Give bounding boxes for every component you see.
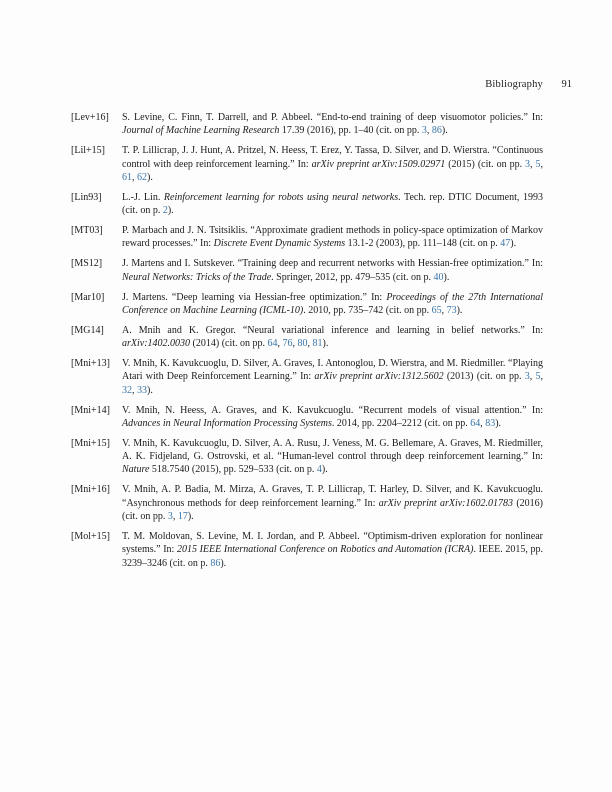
- citation-page-link[interactable]: 65: [431, 304, 442, 316]
- text-run: ).: [147, 384, 153, 396]
- text-run: ,: [132, 384, 137, 396]
- bib-entry: [71, 224, 543, 251]
- bib-entry: [71, 357, 543, 397]
- citation-page-link[interactable]: 76: [282, 338, 293, 350]
- bib-entry: [71, 111, 543, 138]
- work-title: Reinforcement learning for robots using neural networks: [163, 191, 399, 203]
- text-run: ).: [322, 338, 329, 350]
- citation-page-link[interactable]: 4: [316, 464, 322, 476]
- bib-entry: [71, 404, 543, 431]
- bib-entry-label: [Mni+15]: [71, 437, 110, 449]
- text-run: ).: [456, 304, 463, 316]
- text-run: ,: [540, 371, 544, 383]
- text-run: ,: [292, 338, 298, 350]
- work-title: arXiv preprint arXiv:1602.01783: [378, 497, 514, 509]
- text-run: ,: [480, 417, 486, 429]
- citation-page-link[interactable]: 83: [485, 417, 496, 429]
- text-run: ).: [220, 557, 227, 569]
- text-run: 17.39 (2016), pp. 1–40 (cit. on pp.: [279, 125, 422, 137]
- work-title: Advances in Neural Information Processing Systems: [122, 417, 332, 429]
- text-run: V. Mnih, A. P. Badia, M. Mirza, A. Graves, T. P. Lillicrap, T. Harley, D. Silver, and K. Kavukcuoglu. “Asynchronous methods for deep reinforcement learning.” In:: [122, 484, 543, 509]
- text-run: 13.1-2 (2003), pp. 111–148 (cit. on p.: [345, 238, 501, 250]
- work-title: arXiv:1402.0030: [122, 338, 191, 350]
- citation-page-link[interactable]: 5: [535, 158, 541, 170]
- text-run: ,: [277, 338, 283, 350]
- text-run: ).: [443, 271, 450, 283]
- citation-page-link[interactable]: 33: [137, 384, 147, 396]
- work-title: Proceedings of the 27th International Conference on Machine Learning (ICML-10): [122, 291, 543, 316]
- bib-entry-label: [Lil+15]: [71, 145, 105, 157]
- bib-entry-label: [MT03]: [71, 225, 103, 237]
- bib-entry-label: [Mni+16]: [71, 484, 110, 496]
- bib-entry-label: [Lin93]: [71, 191, 102, 203]
- work-title: arXiv preprint arXiv:1509.02971: [311, 158, 446, 170]
- text-run: . Tech. rep. DTIC Document, 1993 (cit. on p.: [122, 191, 543, 217]
- bib-entry-text: [122, 357, 543, 397]
- text-run: ).: [441, 125, 448, 137]
- text-run: ,: [172, 511, 178, 523]
- header-page-number: 91: [561, 79, 572, 90]
- bib-entry-text: [122, 224, 543, 251]
- text-run: V. Mnih, K. Kavukcuoglu, D. Silver, A. Graves, I. Antonoglou, D. Wierstra, and M. Riedmiller. “Playing Atari with Deep Reinforcement Learning.” In:: [122, 357, 543, 383]
- bibliography-list: [71, 111, 543, 577]
- bib-entry-label: [Mni+14]: [71, 404, 110, 416]
- bib-entry-text: [122, 111, 543, 138]
- bib-entry: [71, 324, 543, 351]
- work-title: 2015 IEEE International Conference on Robotics and Automation (ICRA): [176, 544, 474, 556]
- citation-page-link[interactable]: 81: [312, 338, 323, 350]
- citation-page-link[interactable]: 5: [535, 371, 541, 383]
- citation-page-link[interactable]: 3: [525, 158, 531, 170]
- work-title: Nature: [122, 464, 150, 476]
- bib-entry: [71, 291, 543, 318]
- text-run: (2016) (cit. on pp.: [122, 497, 543, 523]
- bib-entry-label: [Mol+15]: [71, 530, 110, 542]
- bib-entry: [71, 144, 543, 184]
- text-run: ,: [426, 125, 432, 137]
- bib-entry: [71, 483, 543, 523]
- citation-page-link[interactable]: 86: [210, 557, 221, 569]
- text-run: (2013) (cit. on pp.: [443, 371, 525, 383]
- bib-entry: [71, 191, 543, 218]
- bib-entry-text: [122, 191, 543, 218]
- citation-page-link[interactable]: 3: [421, 125, 427, 137]
- text-run: ).: [167, 205, 174, 217]
- text-run: . 2010, pp. 735–742 (cit. on pp.: [303, 304, 432, 316]
- citation-page-link[interactable]: 17: [177, 511, 188, 523]
- text-run: . Springer, 2012, pp. 479–535 (cit. on p.: [271, 271, 434, 283]
- text-run: ).: [147, 171, 153, 183]
- text-run: P. Marbach and J. N. Tsitsiklis. “Approximate gradient methods in policy-space optimization of Markov reward processes.” In:: [122, 225, 543, 250]
- citation-page-link[interactable]: 64: [267, 338, 278, 350]
- text-run: ,: [530, 158, 536, 170]
- text-run: L.-J. Lin.: [122, 191, 164, 203]
- bib-entry-text: [122, 257, 543, 284]
- bib-entry: [71, 437, 543, 477]
- citation-page-link[interactable]: 47: [500, 238, 511, 250]
- text-run: T. M. Moldovan, S. Levine, M. I. Jordan, and P. Abbeel. “Optimism-driven exploration for nonlinear systems.” In:: [122, 530, 543, 556]
- citation-page-link[interactable]: 3: [524, 371, 530, 383]
- citation-page-link[interactable]: 40: [433, 271, 444, 283]
- text-run: J. Martens. “Deep learning via Hessian-free optimization.” In:: [122, 291, 387, 303]
- citation-page-link[interactable]: 86: [431, 125, 442, 137]
- text-run: S. Levine, C. Finn, T. Darrell, and P. Abbeel. “End-to-end training of deep visuomotor policies.” In:: [122, 112, 543, 123]
- citation-page-link[interactable]: 62: [137, 171, 147, 183]
- text-run: ,: [529, 371, 536, 383]
- text-run: ,: [132, 171, 137, 183]
- bib-entry-label: [MS12]: [71, 258, 103, 270]
- work-title: Journal of Machine Learning Research: [122, 125, 280, 137]
- running-header-title: Bibliography: [485, 79, 543, 90]
- text-run: ).: [187, 511, 194, 523]
- text-run: ).: [321, 464, 328, 476]
- citation-page-link[interactable]: 61: [122, 171, 132, 183]
- bib-entry-label: [Mar10]: [71, 291, 105, 303]
- bib-entry-text: [122, 437, 543, 477]
- text-run: ,: [540, 158, 543, 170]
- text-run: (2014) (cit. on pp.: [190, 338, 268, 350]
- bib-entry-text: [122, 144, 543, 184]
- text-run: . IEEE. 2015, pp. 3239–3246 (cit. on p.: [122, 544, 543, 569]
- work-title: Neural Networks: Tricks of the Trade: [122, 271, 272, 283]
- citation-page-link[interactable]: 73: [446, 304, 457, 316]
- bib-entry-label: [Lev+16]: [71, 112, 109, 123]
- text-run: ).: [495, 417, 502, 429]
- bib-entry: [71, 530, 543, 570]
- work-title: Discrete Event Dynamic Systems: [213, 238, 346, 250]
- bib-entry-text: [122, 324, 543, 351]
- text-run: J. Martens and I. Sutskever. “Training deep and recurrent networks with Hessian-free optimization.” In:: [122, 258, 543, 270]
- text-run: ,: [441, 304, 447, 316]
- bib-entry-text: [122, 483, 543, 523]
- work-title: arXiv preprint arXiv:1312.5602: [314, 371, 444, 383]
- bib-entry-text: [122, 404, 543, 431]
- text-run: T. P. Lillicrap, J. J. Hunt, A. Pritzel, N. Heess, T. Erez, Y. Tassa, D. Silver, and D. Wierstra. “Continuous control with deep reinforcement learning.” In:: [122, 145, 543, 170]
- citation-page-link[interactable]: 3: [167, 511, 173, 523]
- bib-entry-label: [Mni+13]: [71, 357, 110, 369]
- bib-entry-label: [MG14]: [71, 324, 104, 336]
- citation-page-link[interactable]: 2: [162, 205, 168, 217]
- citation-page-link[interactable]: 32: [122, 384, 132, 396]
- text-run: ).: [510, 238, 517, 250]
- bib-entry: [71, 257, 543, 284]
- text-run: A. Mnih and K. Gregor. “Neural variational inference and learning in belief networks.” In:: [122, 324, 543, 336]
- text-run: . 2014, pp. 2204–2212 (cit. on pp.: [331, 417, 471, 429]
- text-run: V. Mnih, N. Heess, A. Graves, and K. Kavukcuoglu. “Recurrent models of visual attention.” In:: [122, 404, 543, 416]
- text-run: V. Mnih, K. Kavukcuoglu, D. Silver, A. A. Rusu, J. Veness, M. G. Bellemare, A. Graves, M. Riedmiller, A. K. Fidjeland, G. Ostrovski, et al. “Human-level control through deep reinforcement learning.” In:: [122, 437, 543, 463]
- text-run: ,: [307, 338, 313, 350]
- citation-page-link[interactable]: 80: [297, 338, 308, 350]
- bib-entry-text: [122, 291, 543, 318]
- text-run: (2015) (cit. on pp.: [445, 158, 526, 170]
- bib-entry-text: [122, 530, 543, 570]
- text-run: 518.7540 (2015), pp. 529–533 (cit. on p.: [149, 464, 317, 476]
- citation-page-link[interactable]: 64: [470, 417, 481, 429]
